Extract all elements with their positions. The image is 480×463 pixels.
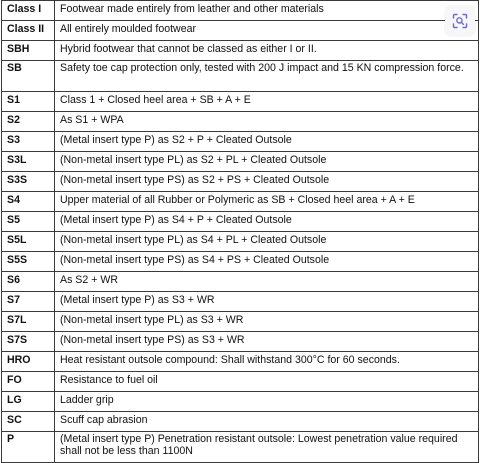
code-cell: SB (2, 61, 55, 92)
code-cell: Class I (2, 1, 55, 21)
safety-footwear-codes-table (1, 0, 479, 463)
description-cell: (Metal insert type P) as S3 + WR (55, 292, 479, 312)
table-row (2, 352, 479, 372)
description-cell: All entirely moulded footwear (55, 21, 479, 41)
table-row (2, 312, 479, 332)
table-row (2, 61, 479, 92)
table-row (2, 21, 479, 41)
description-cell: (Non-metal insert type PL) as S2 + PL + Cleated Outsole (55, 152, 479, 172)
table-row (2, 372, 479, 392)
table-row (2, 332, 479, 352)
description-cell: (Metal insert type P) as S4 + P + Cleated Outsole (55, 212, 479, 232)
code-cell: S3L (2, 152, 55, 172)
code-cell: S7L (2, 312, 55, 332)
table-row (2, 292, 479, 312)
description-cell: As S1 + WPA (55, 112, 479, 132)
table-row (2, 252, 479, 272)
description-cell: (Metal insert type P) Penetration resistant outsole: Lowest penetration value required shall not be less than 1100N (55, 432, 479, 463)
table-row (2, 41, 479, 61)
table-row (2, 412, 479, 432)
code-cell: S5L (2, 232, 55, 252)
table-row (2, 272, 479, 292)
table-row (2, 392, 479, 412)
description-cell: Hybrid footwear that cannot be classed as either I or II. (55, 41, 479, 61)
safety-footwear-codes-table-wrap (1, 0, 478, 463)
table-row (2, 152, 479, 172)
table-row (2, 192, 479, 212)
code-cell: S4 (2, 192, 55, 212)
description-cell: (Non-metal insert type PS) as S4 + PS + Cleated Outsole (55, 252, 479, 272)
image-scan-button[interactable] (445, 6, 475, 36)
description-cell: (Non-metal insert type PS) as S3 + WR (55, 332, 479, 352)
table-row (2, 1, 479, 21)
code-cell: S2 (2, 112, 55, 132)
description-cell: Footwear made entirely from leather and other materials (55, 1, 479, 21)
table-row (2, 212, 479, 232)
description-cell: (Non-metal insert type PL) as S4 + PL + Cleated Outsole (55, 232, 479, 252)
description-cell: Scuff cap abrasion (55, 412, 479, 432)
code-cell: Class II (2, 21, 55, 41)
description-cell: Upper material of all Rubber or Polymeric as SB + Closed heel area + A + E (55, 192, 479, 212)
code-cell: S7S (2, 332, 55, 352)
description-cell: (Metal insert type P) as S2 + P + Cleated Outsole (55, 132, 479, 152)
code-cell: S5S (2, 252, 55, 272)
description-cell: Safety toe cap protection only, tested with 200 J impact and 15 KN compression force. (55, 61, 479, 92)
code-cell: FO (2, 372, 55, 392)
table-row (2, 112, 479, 132)
code-cell: S5 (2, 212, 55, 232)
code-cell: S6 (2, 272, 55, 292)
table-row (2, 92, 479, 112)
code-cell: S7 (2, 292, 55, 312)
table-row (2, 132, 479, 152)
code-cell: HRO (2, 352, 55, 372)
code-cell: P (2, 432, 55, 463)
code-cell: S3S (2, 172, 55, 192)
table-row (2, 432, 479, 463)
code-cell: LG (2, 392, 55, 412)
code-cell: SBH (2, 41, 55, 61)
description-cell: As S2 + WR (55, 272, 479, 292)
description-cell: Heat resistant outsole compound: Shall withstand 300°C for 60 seconds. (55, 352, 479, 372)
description-cell: (Non-metal insert type PS) as S2 + PS + Cleated Outsole (55, 172, 479, 192)
description-cell: (Non-metal insert type PL) as S3 + WR (55, 312, 479, 332)
table-row (2, 232, 479, 252)
image-scan-icon (452, 13, 468, 29)
description-cell: Class 1 + Closed heel area + SB + A + E (55, 92, 479, 112)
code-cell: SC (2, 412, 55, 432)
code-cell: S3 (2, 132, 55, 152)
description-cell: Ladder grip (55, 392, 479, 412)
code-cell: S1 (2, 92, 55, 112)
description-cell: Resistance to fuel oil (55, 372, 479, 392)
table-row (2, 172, 479, 192)
